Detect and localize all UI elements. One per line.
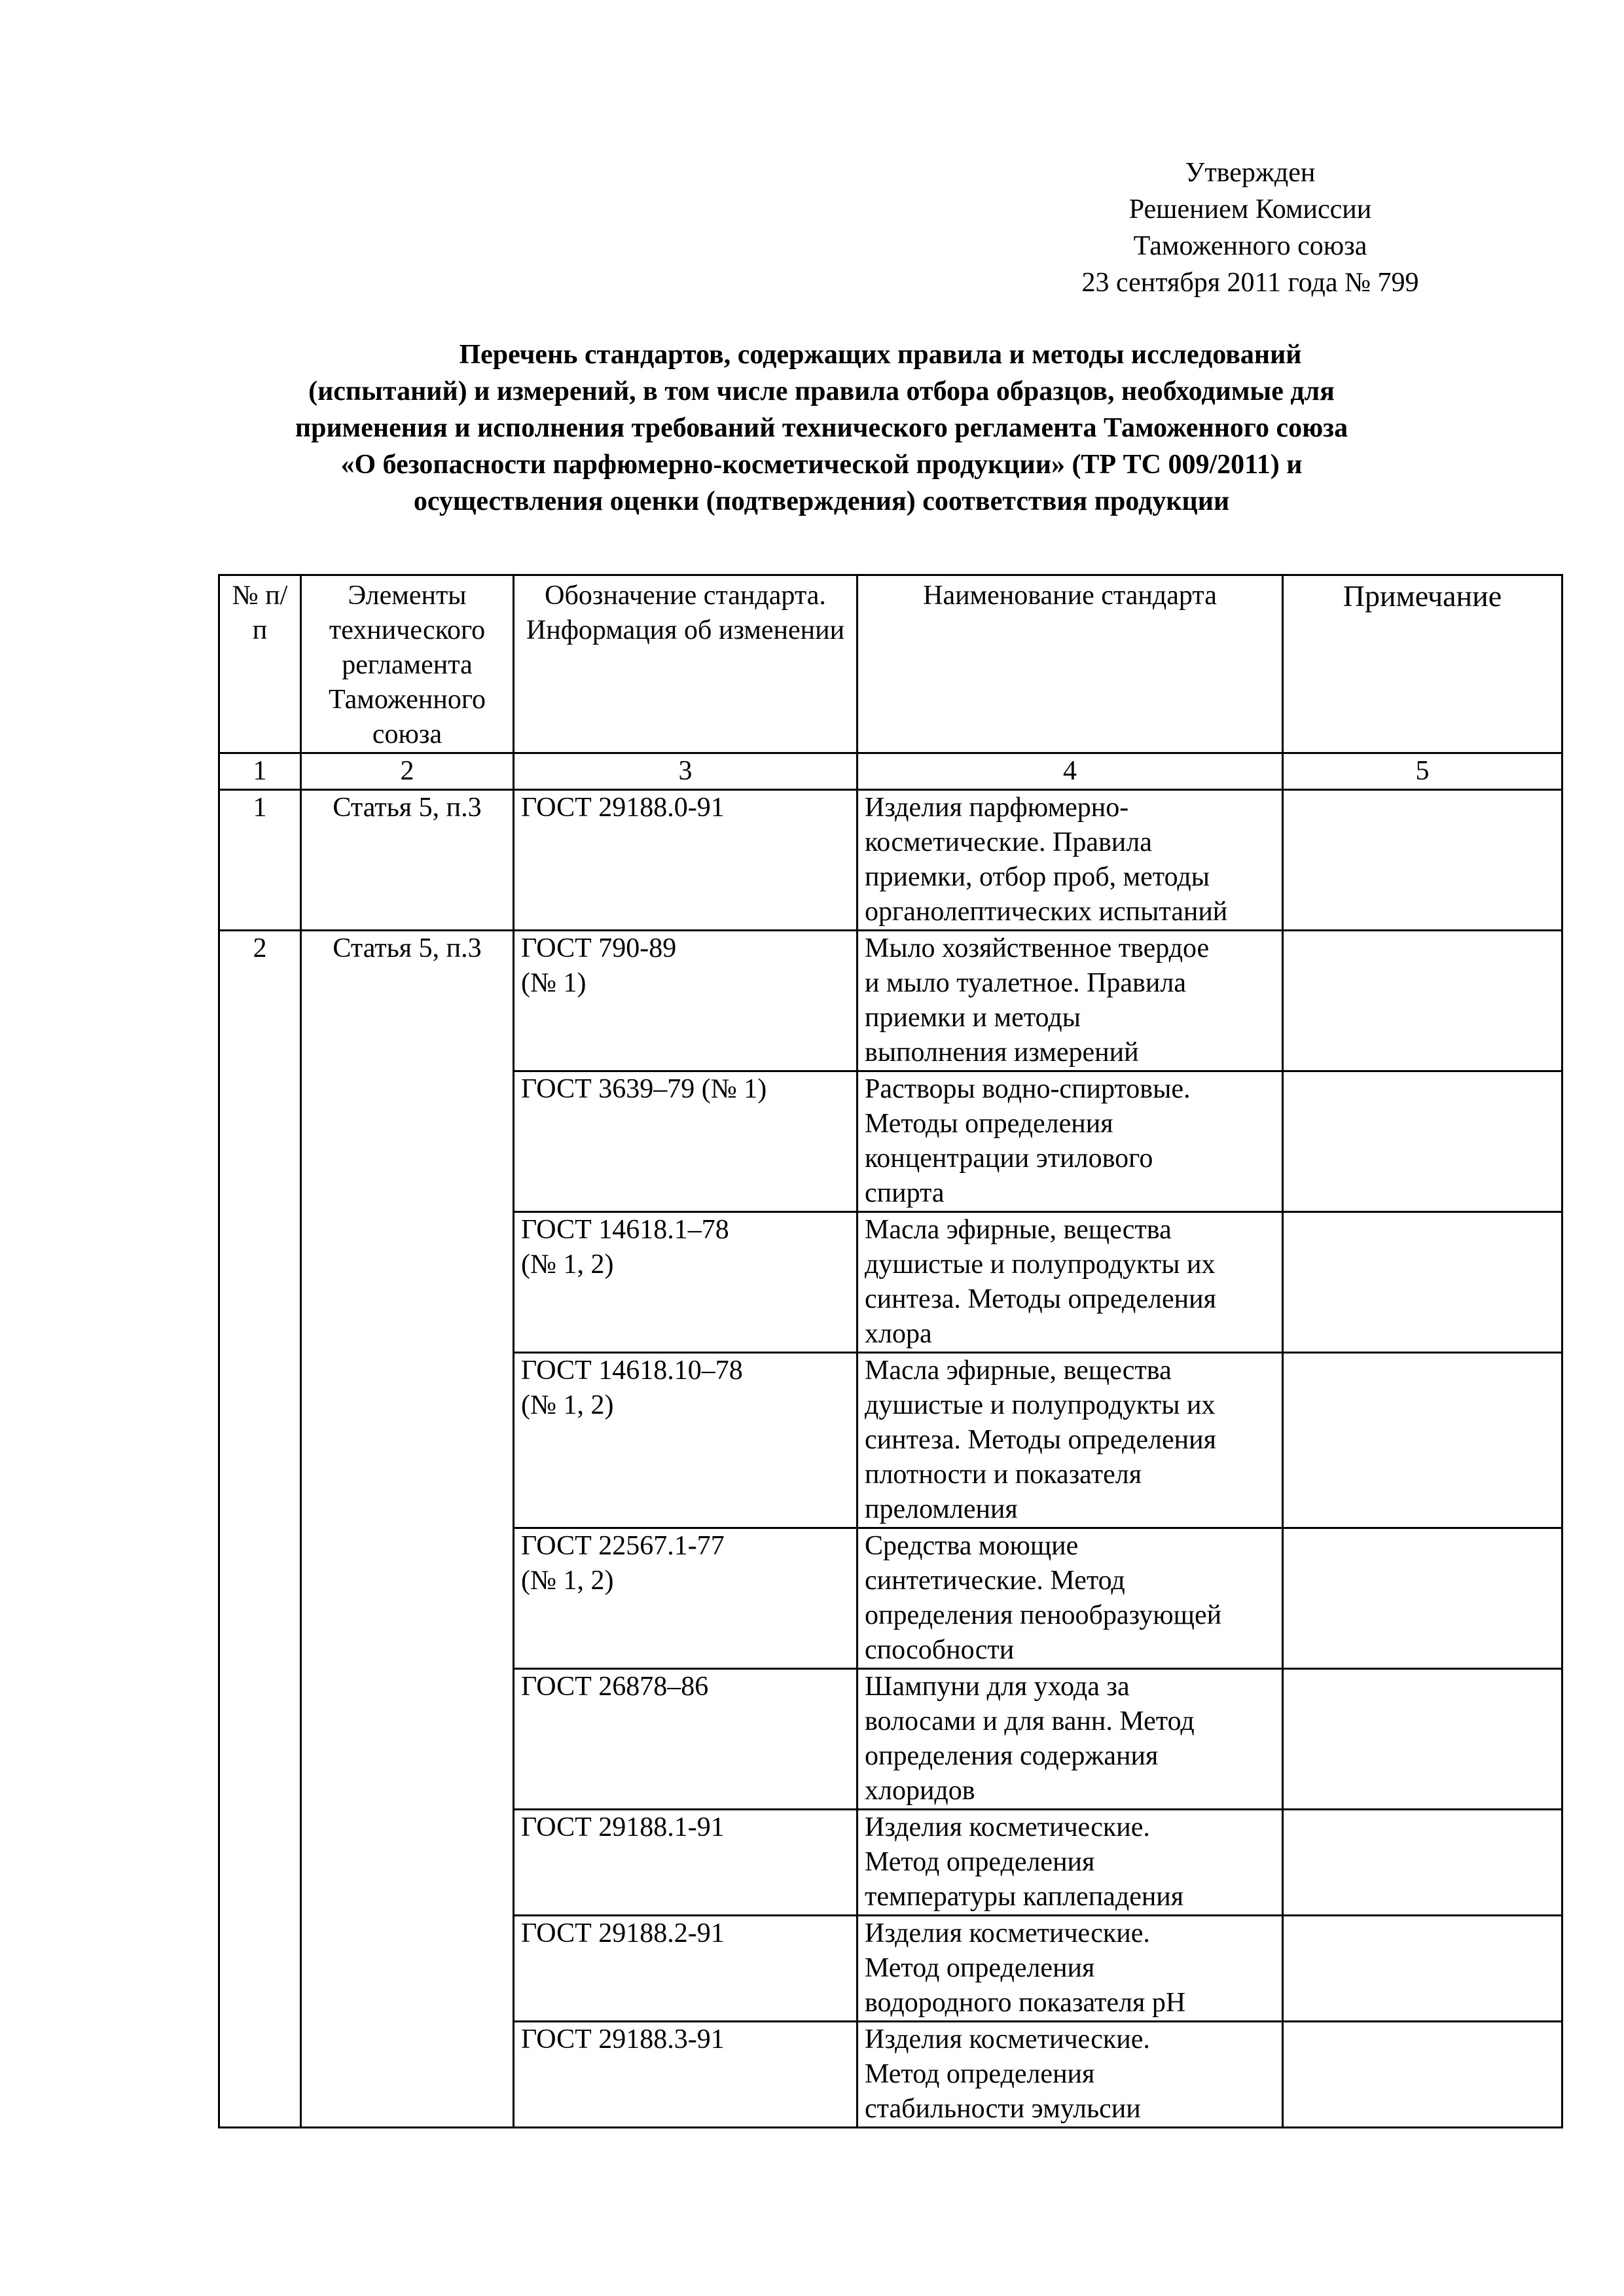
cell-line: плотности и показателя [865, 1460, 1142, 1490]
cell-line: Изделия косметические. [865, 1812, 1150, 1842]
row-note-cell [1283, 1810, 1562, 1916]
row-number-cell: 2 [219, 931, 301, 2128]
row-note-cell [1283, 790, 1562, 931]
document-title [196, 336, 1447, 520]
header-num [219, 575, 301, 753]
cell-line: Растворы водно-спиртовые. [865, 1074, 1191, 1104]
cell-line: Метод определения [865, 2059, 1095, 2089]
row-note-cell [1283, 1669, 1562, 1810]
cell-line: ГОСТ 29188.1-91 [521, 1812, 725, 1842]
row-name-cell [857, 1353, 1283, 1528]
header-line: Информация об [526, 615, 712, 645]
row-note-cell [1283, 1916, 1562, 2022]
cell-line: синтеза. Методы определения [865, 1425, 1216, 1455]
header-note [1283, 575, 1562, 753]
column-number: 5 [1283, 753, 1562, 790]
row-designation-cell [514, 1353, 857, 1528]
cell-line: определения пенообразующей [865, 1600, 1222, 1630]
cell-line: Методы определения [865, 1109, 1113, 1139]
cell-line: синтетические. Метод [865, 1566, 1125, 1596]
cell-line: водородного показателя pH [865, 1988, 1186, 2018]
cell-line: ГОСТ 26878–86 [521, 1672, 709, 1702]
row-name-cell [857, 2022, 1283, 2128]
row-designation-cell [514, 1212, 857, 1353]
row-note-cell [1283, 1212, 1562, 1353]
cell-line: Изделия косметические. [865, 1918, 1150, 1948]
cell-line: Масла эфирные, вещества [865, 1355, 1172, 1386]
cell-line: (№ 1) [521, 968, 586, 998]
row-name-cell [857, 1212, 1283, 1353]
header-designation [514, 575, 857, 753]
approval-line: Утвержден [1185, 158, 1316, 188]
cell-line: хлора [865, 1319, 932, 1349]
standards-table [218, 574, 1563, 2128]
header-line: технического [329, 615, 486, 645]
title-line: осуществления оценки (подтверждения) соответствия продукции [413, 486, 1230, 516]
cell-line: Метод определения [865, 1847, 1095, 1877]
cell-line: ГОСТ 3639–79 (№ 1) [521, 1074, 767, 1104]
table-row [219, 931, 1562, 1071]
table-row [219, 790, 1562, 931]
cell-line: Изделия косметические. [865, 2024, 1150, 2054]
approval-line: Таможенного союза [1133, 231, 1367, 261]
row-note-cell [1283, 2022, 1562, 2128]
header-line: Наименование стандарта [923, 581, 1217, 611]
cell-line: волосами и для ванн. Метод [865, 1706, 1195, 1736]
column-number: 1 [219, 753, 301, 790]
cell-line: ГОСТ 29188.0-91 [521, 793, 725, 823]
row-name-cell [857, 1810, 1283, 1916]
row-designation-cell [514, 931, 857, 1071]
row-name-cell [857, 1916, 1283, 2022]
row-note-cell [1283, 931, 1562, 1071]
cell-line: Метод определения [865, 1953, 1095, 1983]
header-line: Таможенного [328, 685, 486, 715]
cell-line: ГОСТ 22567.1-77 [521, 1531, 725, 1561]
cell-line: стабильности эмульсии [865, 2094, 1141, 2124]
cell-line: хлоридов [865, 1776, 975, 1806]
row-note-cell [1283, 1071, 1562, 1212]
cell-line: (№ 1, 2) [521, 1249, 614, 1280]
cell-line: концентрации этилового [865, 1143, 1153, 1174]
cell-line: определения содержания [865, 1741, 1159, 1771]
title-line: Перечень стандартов, содержащих правила и методы исследований [459, 340, 1302, 370]
cell-line: (№ 1, 2) [521, 1390, 614, 1420]
cell-line: преломления [865, 1494, 1018, 1524]
cell-line: Средства моющие [865, 1531, 1079, 1561]
cell-line: ГОСТ 29188.3-91 [521, 2024, 725, 2054]
cell-line: приемки, отбор проб, методы [865, 862, 1210, 892]
header-line: союза [372, 719, 442, 749]
column-number-row [219, 753, 1562, 790]
approval-block [929, 154, 1571, 301]
row-note-cell [1283, 1353, 1562, 1528]
row-designation-cell [514, 790, 857, 931]
row-name-cell [857, 1528, 1283, 1669]
row-designation-cell [514, 1669, 857, 1810]
cell-line: приемки и методы [865, 1003, 1081, 1033]
approval-line: 23 сентября 2011 года № 799 [1081, 268, 1419, 298]
row-note-cell [1283, 1528, 1562, 1669]
header-line: Обозначение стандарта. [545, 581, 826, 611]
cell-line: выполнения измерений [865, 1037, 1139, 1067]
row-designation-cell [514, 1810, 857, 1916]
column-number: 4 [857, 753, 1283, 790]
row-designation-cell [514, 1916, 857, 2022]
cell-line: и мыло туалетное. Правила [865, 968, 1186, 998]
cell-line: ГОСТ 790-89 [521, 933, 677, 963]
cell-line: Изделия парфюмерно- [865, 793, 1129, 823]
header-line: изменении [718, 615, 845, 645]
row-designation-cell [514, 1528, 857, 1669]
header-line: Элементы [348, 581, 467, 611]
table-header-row [219, 575, 1562, 753]
cell-line: Масла эфирные, вещества [865, 1215, 1172, 1245]
header-elements [301, 575, 514, 753]
row-name-cell [857, 1669, 1283, 1810]
title-line: (испытаний) и измерений, в том числе правила отбора образцов, необходимые для [308, 376, 1335, 406]
cell-line: температуры каплепадения [865, 1882, 1184, 1912]
header-line: регламента [342, 650, 473, 680]
cell-line: спирта [865, 1178, 945, 1208]
cell-line: органолептических испытаний [865, 897, 1228, 927]
header-line: № [232, 581, 259, 611]
row-name-cell [857, 1071, 1283, 1212]
header-line: Примечание [1343, 579, 1502, 613]
column-number: 3 [514, 753, 857, 790]
cell-line: душистые и полупродукты их [865, 1390, 1216, 1420]
row-element-cell: Статья 5, п.3 [301, 790, 514, 931]
header-line: п/п [252, 581, 288, 645]
cell-line: Шампуни для ухода за [865, 1672, 1130, 1702]
row-designation-cell [514, 1071, 857, 1212]
title-line: применения и исполнения требований технического регламента Таможенного союза [295, 413, 1348, 443]
cell-line: синтеза. Методы определения [865, 1284, 1216, 1314]
cell-line: ГОСТ 29188.2-91 [521, 1918, 725, 1948]
row-element-cell: Статья 5, п.3 [301, 931, 514, 2128]
title-line: «О безопасности парфюмерно-косметической продукции» (ТР ТС 009/2011) и [340, 450, 1303, 480]
cell-line: Мыло хозяйственное твердое [865, 933, 1210, 963]
column-number: 2 [301, 753, 514, 790]
header-name [857, 575, 1283, 753]
cell-line: (№ 1, 2) [521, 1566, 614, 1596]
row-designation-cell [514, 2022, 857, 2128]
cell-line: ГОСТ 14618.1–78 [521, 1215, 729, 1245]
approval-line: Решением Комиссии [1128, 194, 1372, 224]
row-name-cell [857, 931, 1283, 1071]
row-number-cell: 1 [219, 790, 301, 931]
cell-line: косметические. Правила [865, 827, 1152, 857]
cell-line: ГОСТ 14618.10–78 [521, 1355, 743, 1386]
cell-line: душистые и полупродукты их [865, 1249, 1216, 1280]
cell-line: способности [865, 1635, 1015, 1665]
row-name-cell [857, 790, 1283, 931]
